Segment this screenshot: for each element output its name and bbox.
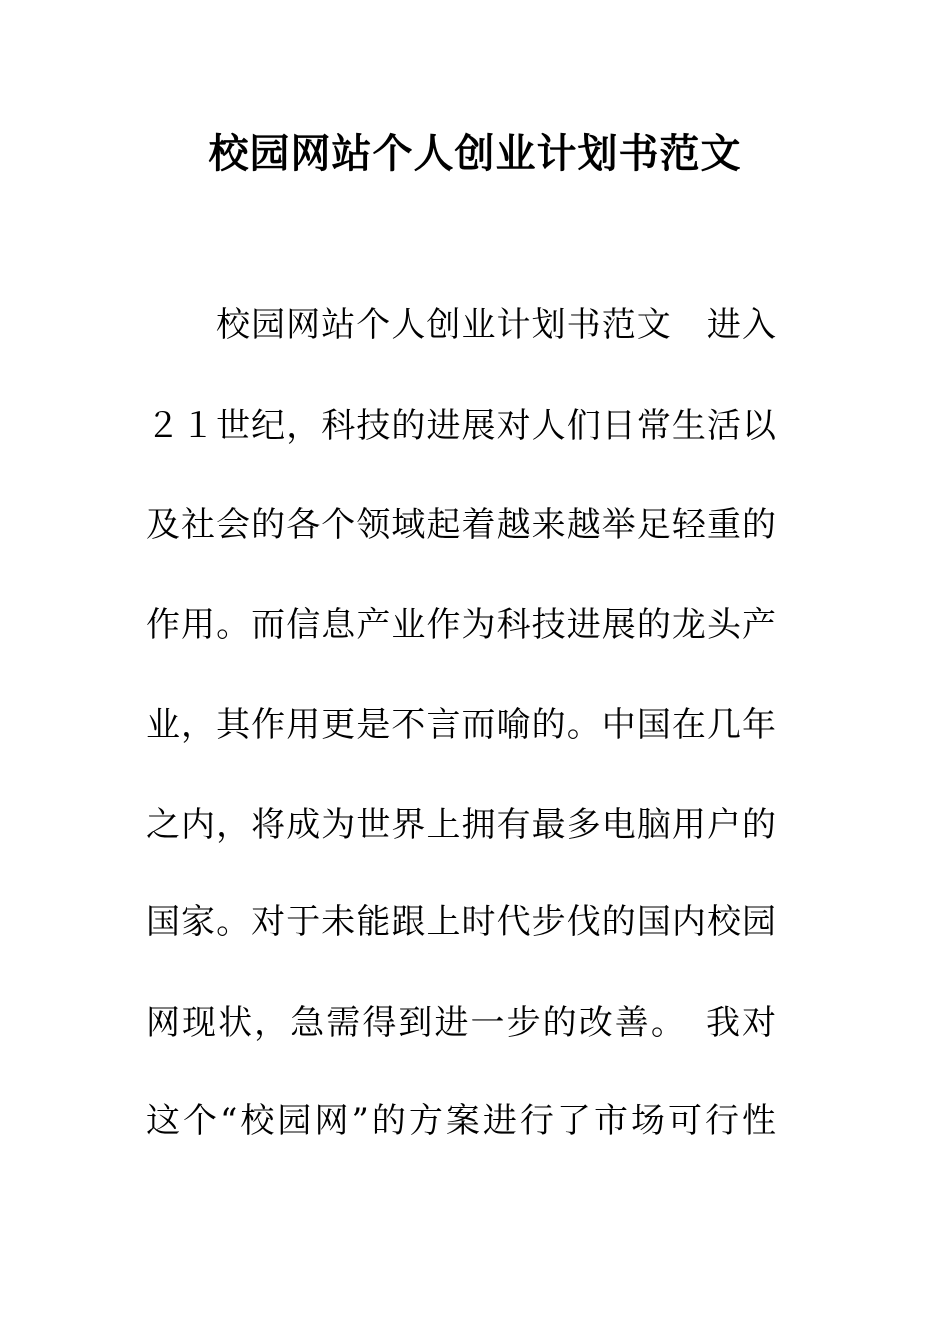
paragraph-line: 国家。对于未能跟上时代步伐的国内校园 <box>146 902 776 942</box>
paragraph-line: 校园网站个人创业计划书范文 进入 <box>216 305 776 345</box>
paragraph-line: ２１世纪，科技的进展对人们日常生活以 <box>146 406 776 446</box>
document-title: 校园网站个人创业计划书范文 <box>208 130 742 177</box>
paragraph-line: 这个“校园网”的方案进行了市场可行性 <box>146 1101 776 1141</box>
paragraph-line: 作用。而信息产业作为科技进展的龙头产 <box>146 605 776 645</box>
paragraph-line: 之内，将成为世界上拥有最多电脑用户的 <box>146 805 776 845</box>
paragraph-line: 及社会的各个领域起着越来越举足轻重的 <box>146 505 776 545</box>
paragraph-line: 业，其作用更是不言而喻的。中国在几年 <box>146 705 776 745</box>
paragraph-line: 网现状，急需得到进一步的改善。 我对 <box>146 1003 776 1043</box>
